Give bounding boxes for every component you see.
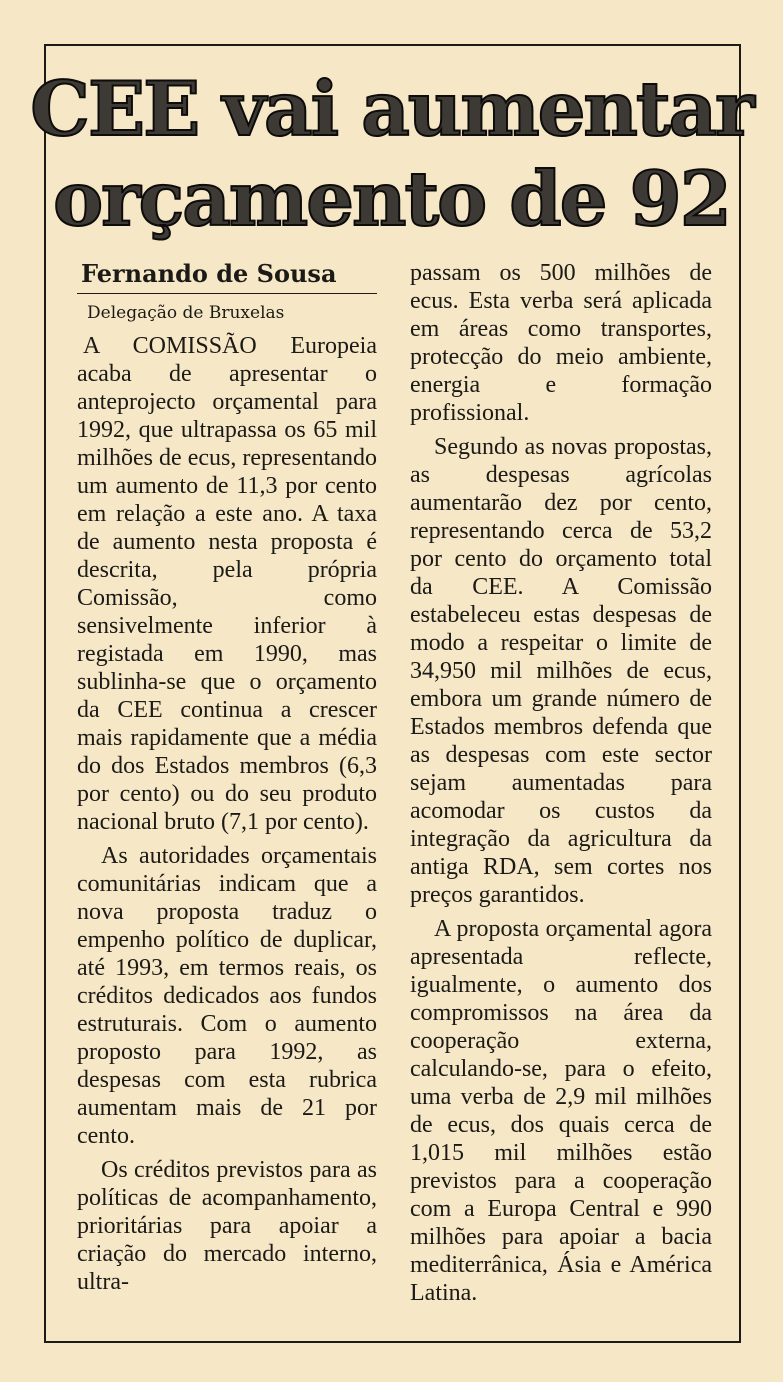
article-paragraph: As autoridades orçamentais comunitárias indicam que a nova proposta traduz o empenho político de duplicar, até 1993, em termos reais, os créditos dedicados aos fundos estruturais. Com o aumento proposto para 1992, as despesas com esta rubrica aumentam mais de 21 por cento.	[77, 843, 377, 1149]
article-paragraph: passam os 500 milhões de ecus. Esta verba será aplicada em áreas como transportes, protecção do meio ambiente, energia e formação profissional.	[410, 260, 712, 426]
article-paragraph: A proposta orçamental agora apresentada reflecte, igualmente, o aumento dos compromissos na área da cooperação externa, calculando-se, para o efeito, uma verba de 2,9 mil milhões de ecus, dos quais cerca de 1,015 mil milhões estão previstos para a cooperação com a Europa Central e 990 milhões para apoiar a bacia mediterrânica, Ásia e América Latina.	[410, 916, 712, 1306]
article-paragraph: Os créditos previstos para as políticas de acompanhamento, prioritárias para apoiar a criação do mercado interno, ultra-	[77, 1157, 377, 1295]
article-paragraph: A COMISSÃO Europeia acaba de apresentar o anteprojecto orçamental para 1992, que ultrapassa os 65 mil milhões de ecus, representando um aumento de 11,3 por cento em relação a este ano. A taxa de aumento nesta proposta é descrita, pela própria Comissão, como sensivelmente inferior à registada em 1990, mas sublinha-se que o orçamento da CEE continua a crescer mais rapidamente que a média do dos Estados membros (6,3 por cento) ou do seu produto nacional bruto (7,1 por cento).	[77, 333, 377, 835]
article-paragraph: Segundo as novas propostas, as despesas agrícolas aumentarão dez por cento, representando cerca de 53,2 por cento do orçamento total da CEE. A Comissão estabeleceu estas despesas de modo a respeitar o limite de 34,950 mil milhões de ecus, embora um grande número de Estados membros defenda que as despesas com este sector sejam aumentadas para acomodar os custos da integração da agricultura da antiga RDA, sem cortes nos preços garantidos.	[410, 434, 712, 908]
left-column	[77, 259, 377, 1302]
right-column	[410, 259, 712, 1313]
headline-line-1: CEE vai aumentar	[30, 65, 753, 153]
dateline: Delegação de Bruxelas	[87, 303, 285, 323]
headline-line-2: orçamento de 92	[53, 155, 730, 243]
headline	[0, 64, 783, 244]
byline: Fernando de Sousa	[77, 259, 377, 294]
